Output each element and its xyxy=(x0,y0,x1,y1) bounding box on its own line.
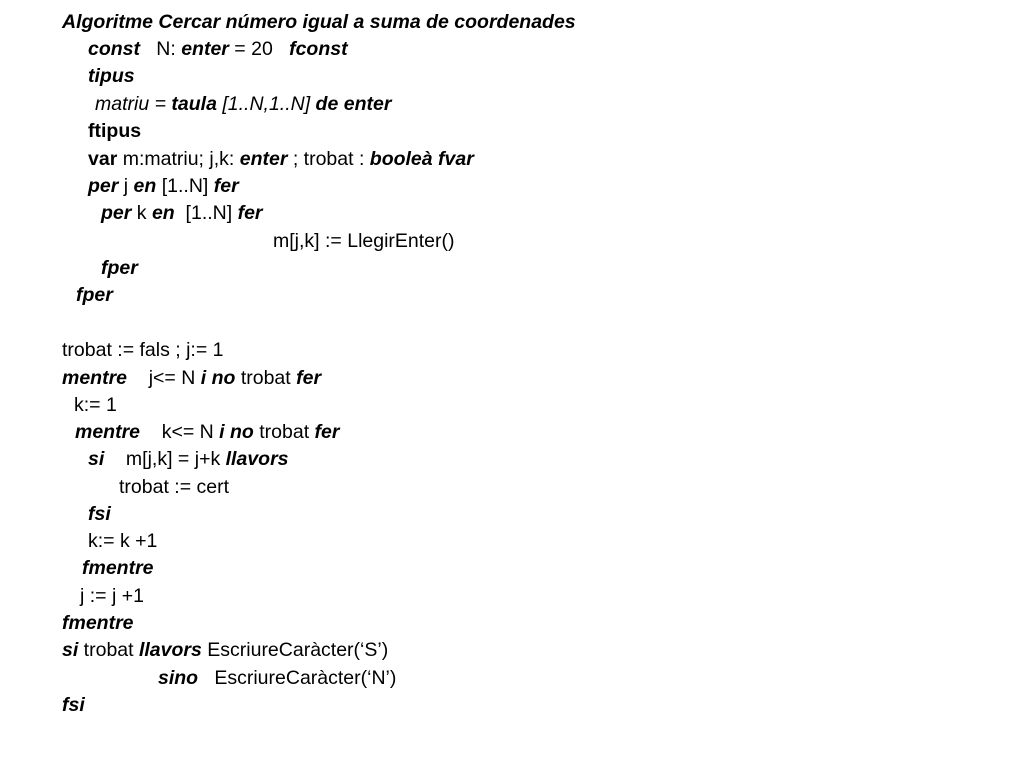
const-value: = 20 xyxy=(228,38,273,60)
type-range: [1..N,1..N] xyxy=(216,93,316,115)
output-if xyxy=(62,638,388,662)
si-keyword: si xyxy=(88,448,105,470)
outer-fer-keyword: fer xyxy=(296,367,322,389)
inner-range: [1..N] xyxy=(174,202,238,224)
if-condition: m[j,k] = j+k xyxy=(104,448,226,470)
inner-per-loop xyxy=(101,201,263,225)
j-variable: j xyxy=(118,175,134,197)
output-llavors-keyword: llavors xyxy=(138,639,202,661)
inner-fmentre-keyword: fmentre xyxy=(82,557,154,579)
range: [1..N] xyxy=(156,175,214,197)
inner-condition-a: k<= N xyxy=(140,421,220,443)
inner-mentre-loop xyxy=(75,420,339,444)
var-separator: ; trobat : xyxy=(287,148,370,170)
const-declaration xyxy=(88,37,348,61)
inner-per-keyword: per xyxy=(101,202,132,224)
inner-fper-keyword: fper xyxy=(101,257,138,279)
fconst-keyword: fconst xyxy=(289,38,348,60)
set-found: trobat := cert xyxy=(119,476,230,498)
fsi-keyword: fsi xyxy=(88,503,111,525)
inner-i-no-keyword: i no xyxy=(219,421,254,443)
output-fsi-keyword: fsi xyxy=(62,694,85,716)
const-type: enter xyxy=(181,38,229,60)
tipus-keyword: tipus xyxy=(88,65,135,87)
bool-keyword: booleà fvar xyxy=(369,148,474,170)
const-keyword: const xyxy=(88,38,141,60)
outer-mentre-loop xyxy=(62,366,321,390)
read-assignment: m[j,k] := LlegirEnter() xyxy=(273,230,455,252)
if-statement xyxy=(88,447,289,471)
en-keyword: en xyxy=(133,175,157,197)
outer-condition-b: trobat xyxy=(235,367,297,389)
inner-fer-keyword-2: fer xyxy=(314,421,340,443)
k-increment: k:= k +1 xyxy=(88,530,158,552)
output-else-stmt: EscriureCaràcter(‘N’) xyxy=(198,667,397,689)
output-then: EscriureCaràcter(‘S’) xyxy=(201,639,389,661)
var-type: enter xyxy=(239,148,288,170)
output-condition: trobat xyxy=(78,639,139,661)
output-else xyxy=(158,666,396,690)
fer-keyword: fer xyxy=(213,175,239,197)
fper-keyword: fper xyxy=(76,284,113,306)
k-init: k:= 1 xyxy=(74,394,117,416)
fmentre-keyword: fmentre xyxy=(62,612,134,634)
k-variable: k xyxy=(131,202,152,224)
var-keyword: var xyxy=(88,148,118,170)
search-init: trobat := fals ; j:= 1 xyxy=(62,339,224,361)
per-keyword: per xyxy=(88,175,119,197)
output-si-keyword: si xyxy=(62,639,79,661)
j-increment: j := j +1 xyxy=(80,585,144,607)
ftipus-keyword: ftipus xyxy=(88,120,142,142)
outer-per-loop xyxy=(88,174,239,198)
inner-mentre-keyword: mentre xyxy=(75,421,141,443)
const-name: N: xyxy=(156,38,182,60)
outer-condition-a: j<= N xyxy=(127,367,201,389)
type-definition xyxy=(95,92,391,116)
i-no-keyword: i no xyxy=(200,367,236,389)
mentre-keyword: mentre xyxy=(62,367,128,389)
inner-condition-b: trobat xyxy=(253,421,315,443)
llavors-keyword: llavors xyxy=(225,448,289,470)
sino-keyword: sino xyxy=(158,667,199,689)
type-name: matriu = xyxy=(95,93,172,115)
inner-en-keyword: en xyxy=(151,202,175,224)
inner-fer-keyword: fer xyxy=(237,202,263,224)
algorithm-title: Algoritme Cercar número igual a suma de coordenades xyxy=(62,11,576,33)
var-list: m:matriu; j,k: xyxy=(117,148,240,170)
var-declaration xyxy=(88,147,474,171)
taula-keyword: taula xyxy=(171,93,217,115)
de-enter-keyword: de enter xyxy=(315,93,392,115)
